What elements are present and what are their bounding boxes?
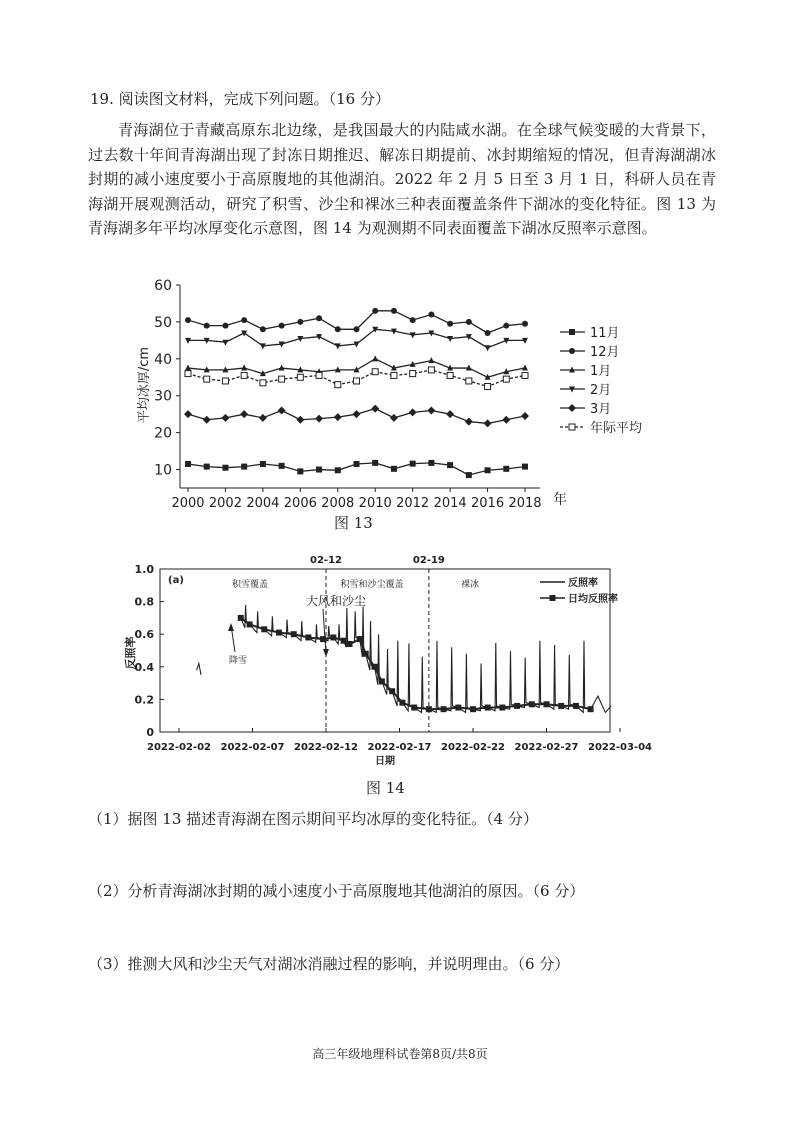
y-axis-label: 平均冰厚/cm [137,346,152,424]
data-point [315,415,323,423]
data-point [335,382,341,388]
x-tick-label: 2018 [508,496,542,511]
y-tick-label: 1.0 [134,563,154,576]
y-tick-label: 0.6 [134,628,154,642]
y-tick-label: 0.8 [134,595,154,609]
data-point [260,380,266,386]
x-axis-label: 日期 [375,756,395,767]
data-point [347,641,353,647]
y-tick-label: 0.2 [134,693,154,707]
data-point [221,414,229,422]
series-4 [184,405,529,428]
data-point [391,466,397,472]
snow-arrowhead [228,623,234,631]
data-point [279,365,285,371]
data-point [247,621,253,627]
region-bare-ice: 裸冰 [460,580,480,590]
data-point [297,374,303,380]
x-tick-label: 2022-02-27 [514,742,579,753]
x-tick-label: 2010 [358,496,392,511]
data-point [390,414,398,422]
data-point [379,678,385,684]
data-point [466,472,472,478]
data-point [185,365,191,371]
series-0 [185,460,528,478]
data-point [466,319,472,325]
data-point [260,343,266,349]
data-point [522,464,528,470]
data-point [357,636,363,642]
x-tick-label: 2022-03-04 [588,742,652,753]
data-point [222,465,228,471]
data-point [316,315,322,321]
series-2 [185,355,528,379]
data-point [334,413,342,421]
x-tick-label: 2022-02-12 [294,742,358,753]
data-point [316,372,322,378]
data-point [544,701,550,707]
data-point [428,357,434,363]
subquestion-2: （2）分析青海湖冰封期的减小速度小于高原腹地其他湖泊的原因。（6 分） [88,882,585,900]
data-point [279,376,285,382]
data-point [204,464,210,470]
data-point [204,376,210,382]
data-point [399,700,405,706]
data-point [305,634,311,640]
data-point [447,336,453,342]
data-point [485,705,491,711]
data-point [428,367,434,373]
data-point [503,466,509,472]
data-point [522,321,528,327]
data-point [573,703,579,709]
data-point [569,348,575,354]
data-point [222,323,228,329]
data-point [260,326,266,332]
data-point [291,631,297,637]
x-tick-label: 2016 [471,496,505,511]
data-point [441,706,447,712]
y-tick-label: 40 [154,351,172,368]
data-point [260,461,266,467]
data-point [185,371,191,377]
data-point [222,340,228,346]
data-point [296,416,304,424]
data-point [372,355,378,361]
legend-daily-marker [550,595,556,601]
data-point [259,414,267,422]
data-point [426,706,432,712]
data-point [279,463,285,469]
data-point [354,378,360,384]
data-point [335,467,341,473]
data-point [335,343,341,349]
data-point [521,412,529,420]
data-point [241,372,247,378]
data-point [485,467,491,473]
data-point [241,365,247,371]
y-tick-label: 10 [154,462,172,479]
data-point [470,706,476,712]
data-point [184,410,192,418]
question-paragraph: 青海湖位于青藏高原东北边缘，是我国最大的内陆咸水湖。在全球气候变暖的大背景下，过去数十年间青海湖出现了封冻日期推迟、解冻日期提前、冰封期缩短的情况，但青海湖湖冰封期的减小速度要小于高原腹地的其他湖泊。2022 年 2 月 5 日至 3 月 1 日，科研人员在青海湖开展观测活动，研究了积雪、沙尘和裸冰三种表面覆盖条件下湖冰的变化特征。图 13 为青海湖多年平均冰厚变化示意图，图 14 为观测期不同表面覆盖下湖冰反照率示意图。 [88,121,716,237]
data-point [446,410,454,418]
data-point [427,406,435,414]
data-point [389,688,395,694]
x-tick-label: 2022-02-17 [367,742,432,753]
legend-line-label: 反照率 [568,578,598,589]
data-point [240,410,248,418]
data-point [372,460,378,466]
data-point [485,330,491,336]
y-tick-label: 60 [154,278,172,294]
data-point [455,705,461,711]
raw-line [241,605,611,713]
data-point [410,371,416,377]
annotation-wind-dust: 大风和沙尘 [305,594,367,608]
legend-daily-label: 日均反照率 [568,594,618,605]
data-point [363,651,369,657]
data-point [261,626,267,632]
y-axis-label: 反照率 [124,636,137,670]
x-tick-label: 2022-02-07 [220,742,285,753]
data-point [522,365,528,371]
y-tick-label: 50 [154,314,172,331]
data-point [353,410,361,418]
legend-label: 2月 [590,383,612,398]
data-point [529,701,535,707]
page-footer: 高三年级地理科试卷第8页/共8页 [312,1047,488,1061]
data-point [522,372,528,378]
annotation-snowfall: 降雪 [228,656,248,666]
data-point [372,308,378,314]
plot-frame [160,569,610,732]
figure-13-chart [0,270,800,530]
data-point [354,326,360,332]
data-point [428,460,434,466]
y-tick-label: 30 [154,388,172,405]
data-point [410,317,416,323]
data-point [485,384,491,390]
raw-line-segment [197,664,201,675]
y-tick-label: 20 [154,425,172,442]
data-point [391,372,397,378]
data-point [411,705,417,711]
legend-label: 1月 [590,364,612,379]
data-point [447,321,453,327]
data-point [372,369,378,375]
data-point [447,372,453,378]
subquestion-3: （3）推测大风和沙尘天气对湖冰消融过程的影响，并说明理由。（6 分） [88,955,570,973]
data-point [588,706,594,712]
data-point [569,424,575,430]
series-1 [185,308,528,336]
data-point [185,461,191,467]
subquestion-1: （1）据图 13 描述青海湖在图示期间平均冰厚的变化特征。（4 分） [88,810,538,828]
data-point [222,378,228,384]
legend [540,576,618,605]
region-snow: 积雪覆盖 [231,580,269,590]
data-point [502,416,510,424]
data-point [484,419,492,427]
x-tick-label: 2022-02-22 [441,742,505,753]
x-unit-label: 年 [553,492,567,508]
data-point [204,323,210,329]
question-header: 19. 阅读图文材料，完成下列问题。（16 分） [90,90,390,108]
panel-label: (a) [168,575,184,586]
x-tick-label: 2000 [171,496,205,511]
data-point [354,461,360,467]
data-point [241,464,247,470]
data-point [276,630,282,636]
data-point [297,319,303,325]
data-point [568,404,576,412]
data-point [409,408,417,416]
data-point [410,332,416,338]
data-point [341,638,347,644]
data-point [330,634,336,640]
data-point [499,705,505,711]
data-point [514,703,520,709]
x-tick-label: 2022-02-02 [147,742,211,753]
figure-13-caption: 图 13 [334,514,373,532]
data-point [391,308,397,314]
data-point [372,664,378,670]
y-tick-label: 0.4 [134,660,154,674]
x-tick-label: 2008 [321,496,355,511]
data-point [428,312,434,318]
x-tick-label: 2002 [208,496,242,511]
legend-label: 12月 [590,345,620,360]
data-point [410,461,416,467]
data-point [465,418,473,426]
data-point [297,468,303,474]
x-tick-label: 2014 [433,496,467,511]
data-point [503,376,509,382]
data-point [185,317,191,323]
data-point [316,467,322,473]
data-point [238,615,244,621]
data-point [447,462,453,468]
figure-14-caption: 图 14 [366,779,405,797]
x-tick-label: 2012 [396,496,430,511]
series-raw-albedo [197,605,612,713]
legend-label: 3月 [590,402,612,417]
x-tick-label: 2004 [246,496,280,511]
data-point [503,323,509,329]
data-point [279,323,285,329]
data-point [241,317,247,323]
data-point [203,416,211,424]
wind-arrowhead [323,649,329,657]
date-marker-0219: 02-19 [412,555,445,566]
y-tick-label: 0 [146,726,154,739]
legend-label: 11月 [590,326,620,341]
data-point [278,406,286,414]
data-point [335,326,341,332]
data-point [466,378,472,384]
region-snow-dust: 积雪和沙尘覆盖 [340,580,404,590]
x-tick-label: 2006 [283,496,317,511]
data-point [569,329,575,335]
legend-label: 年际平均 [590,421,643,436]
data-point [558,703,564,709]
figure-14-chart [0,545,800,775]
data-point [485,345,491,351]
data-point [371,405,379,413]
date-marker-0212: 02-12 [310,555,342,566]
